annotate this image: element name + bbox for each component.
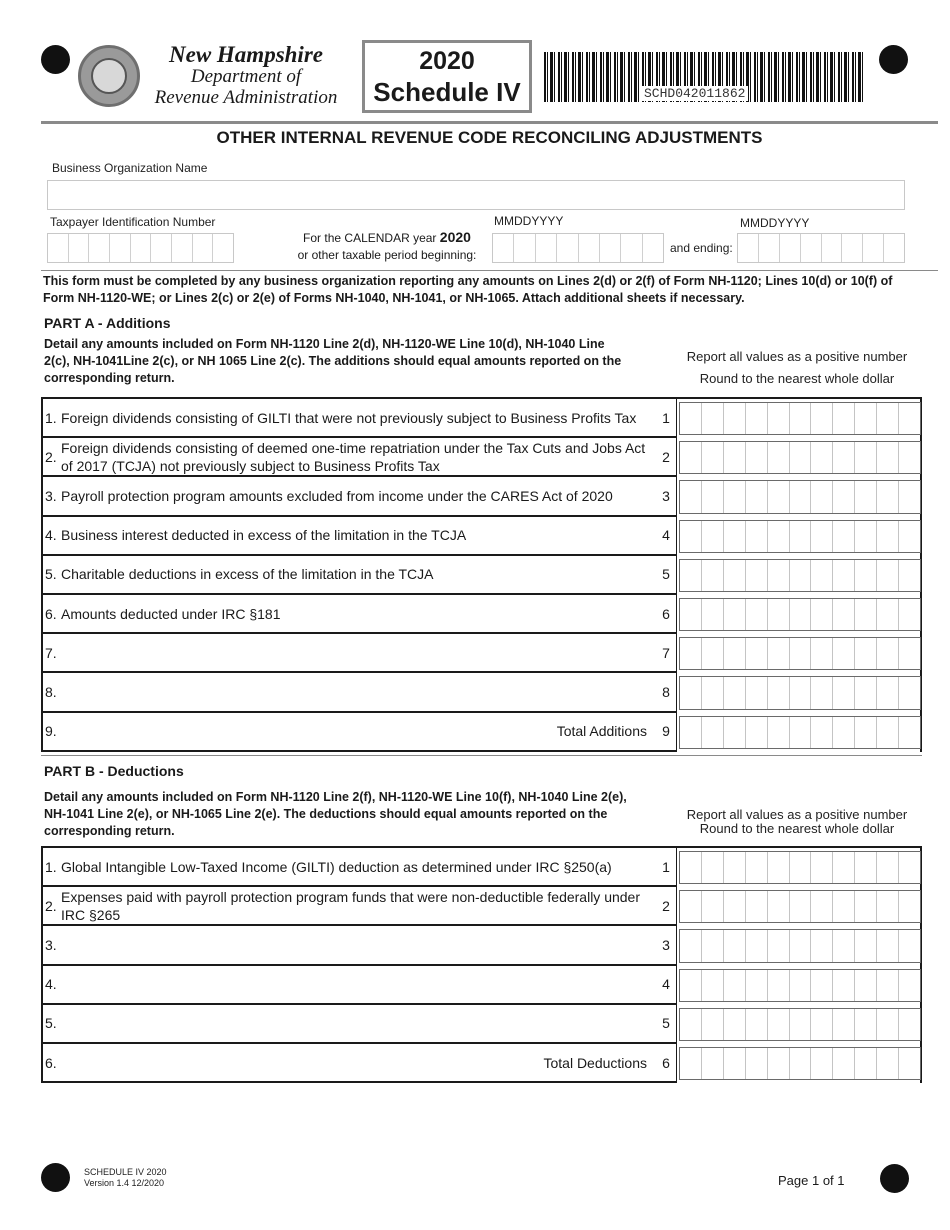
line-number-prefix: 2. [45, 897, 57, 914]
line-description: Payroll protection program amounts excluded from income under the CARES Act of 2020 [61, 487, 613, 504]
tin-input[interactable] [47, 233, 234, 263]
part_b-table-column-separator [676, 846, 677, 1083]
line-description: Expenses paid with payroll protection program funds that were non-deductible federally under IRC §265 [61, 888, 641, 923]
line-number: 3 [662, 487, 670, 504]
line-number-prefix: 9. [45, 723, 57, 740]
end-date-format: MMDDYYYY [740, 216, 810, 230]
part-a-note-round: Round to the nearest whole dollar [699, 371, 895, 386]
line-number: 6 [662, 1054, 670, 1071]
line-number-prefix: 6. [45, 605, 57, 622]
calendar-suffix: or other taxable period beginning: [297, 248, 477, 262]
line-number-prefix: 3. [45, 936, 57, 953]
part_a-line-5 [41, 556, 677, 595]
line-number: 4 [662, 976, 670, 993]
line-number-prefix: 1. [45, 858, 57, 875]
part-a-title: PART A - Additions [44, 315, 171, 331]
part_a-amount-input-3[interactable] [679, 480, 921, 513]
part-b-rule [41, 755, 922, 756]
schedule-name: Schedule IV [373, 77, 521, 107]
line-number-prefix: 5. [45, 566, 57, 583]
line-description: Amounts deducted under IRC §181 [61, 605, 281, 622]
part_b-amount-input-2[interactable] [679, 890, 921, 923]
line-number: 4 [662, 527, 670, 544]
agency-name [140, 44, 352, 108]
line-number-prefix: 7. [45, 644, 57, 661]
registration-mark-bottom-left [41, 1163, 70, 1192]
part_a-line-2 [41, 438, 677, 477]
tin-label: Taxpayer Identification Number [50, 215, 216, 229]
begin-date-format: MMDDYYYY [494, 214, 564, 228]
line-description: Charitable deductions in excess of the limitation in the TCJA [61, 566, 434, 583]
part_a-amount-input-8[interactable] [679, 676, 921, 709]
part_b-amount-input-4[interactable] [679, 969, 921, 1002]
line-description: Global Intangible Low-Taxed Income (GILTI) deduction as determined under IRC §250(a) [61, 858, 612, 875]
part_a-amount-input-5[interactable] [679, 559, 921, 592]
agency-department: Department of [190, 66, 302, 87]
part_a-table-column-separator [676, 397, 677, 752]
part_a-amount-input-1[interactable] [679, 402, 921, 435]
line-number: 9 [662, 723, 670, 740]
part_b-amount-input-3[interactable] [679, 929, 921, 962]
part-b-detail: Detail any amounts included on Form NH-1120 Line 2(f), NH-1120-WE Line 10(f), NH-1040 Line 2(e), NH-1041 Line 2(e), or NH-1065 Line 2(e). The deductions should equal amounts reported on the corresponding return. [44, 790, 627, 838]
line-number: 6 [662, 605, 670, 622]
form-year: 2020 [419, 47, 475, 75]
line-number: 5 [662, 1015, 670, 1032]
calendar-year-text [262, 229, 512, 264]
instructions-rule [41, 270, 938, 271]
instructions: This form must be completed by any business organization reporting any amounts on Lines 2(d) or 2(f) of Form NH-1120; Lines 10(d) or 10(f) of Form NH-1120-WE; or Lines 2(c) or 2(e) of Forms NH-1040, NH-1041, or NH-1065. Attach additional sheets if necessary. [43, 274, 893, 305]
part_b-line-4 [41, 966, 677, 1005]
part_a-amount-input-7[interactable] [679, 637, 921, 670]
part-a-detail: Detail any amounts included on Form NH-1120 Line 2(d), NH-1120-WE Line 10(d), NH-1040 Line 2(c), NH-1041Line 2(c), or NH 1065 Line 2(c). The additions should equal amounts reported on the corresponding return. [44, 337, 622, 385]
line-number-prefix: 8. [45, 683, 57, 700]
part_a-line-4 [41, 517, 677, 556]
line-number-prefix: 4. [45, 527, 57, 544]
part_a-amount-input-9[interactable] [679, 716, 921, 749]
line-description: Total Deductions [543, 1054, 647, 1071]
part_b-line-5 [41, 1005, 677, 1044]
footer-form-name: SCHEDULE IV 2020 [84, 1167, 167, 1177]
part_a-line-3 [41, 477, 677, 516]
part_a-line-6 [41, 595, 677, 634]
part_b-amount-input-1[interactable] [679, 851, 921, 884]
footer-form-id [84, 1167, 167, 1189]
business-name-label: Business Organization Name [52, 161, 208, 175]
calendar-year: 2020 [439, 229, 471, 245]
and-ending-label: and ending: [670, 241, 733, 255]
line-number-prefix: 4. [45, 976, 57, 993]
part_a-line-7 [41, 634, 677, 673]
header-rule [41, 121, 938, 124]
business-name-input[interactable] [47, 180, 905, 210]
line-number: 5 [662, 566, 670, 583]
part_a-line-1 [41, 399, 677, 438]
line-number: 1 [662, 858, 670, 875]
registration-mark-bottom-right [880, 1164, 909, 1193]
part-b-note-round: Round to the nearest whole dollar [699, 821, 895, 836]
line-number: 1 [662, 409, 670, 426]
registration-mark-top-right [879, 45, 908, 74]
line-description: Business interest deducted in excess of the limitation in the TCJA [61, 527, 467, 544]
end-date-input[interactable] [737, 233, 905, 263]
part-a-note-positive: Report all values as a positive number [686, 349, 908, 364]
part_a-line-8 [41, 673, 677, 712]
line-number: 7 [662, 644, 670, 661]
part_b-line-6 [41, 1044, 677, 1083]
part_b-amount-input-6[interactable] [679, 1047, 921, 1080]
line-number: 8 [662, 683, 670, 700]
form-title: OTHER INTERNAL REVENUE CODE RECONCILING ADJUSTMENTS [216, 128, 763, 147]
part_a-amount-input-2[interactable] [679, 441, 921, 474]
begin-date-input[interactable] [492, 233, 664, 263]
part-b-note-positive: Report all values as a positive number [686, 807, 908, 822]
agency-state: New Hampshire [169, 42, 323, 67]
part_b-line-3 [41, 926, 677, 965]
line-number: 2 [662, 897, 670, 914]
calendar-prefix: For the CALENDAR year [303, 231, 437, 245]
footer-version: Version 1.4 12/2020 [84, 1178, 165, 1188]
part-b-title: PART B - Deductions [44, 763, 184, 779]
line-number: 3 [662, 936, 670, 953]
line-number-prefix: 1. [45, 409, 57, 426]
line-number-prefix: 3. [45, 487, 57, 504]
line-number-prefix: 5. [45, 1015, 57, 1032]
state-seal [78, 45, 140, 107]
line-description: Foreign dividends consisting of GILTI that were not previously subject to Business Profits Tax [61, 409, 637, 426]
registration-mark-top-left [41, 45, 70, 74]
part_a-amount-input-4[interactable] [679, 520, 921, 553]
part_b-line-2 [41, 887, 677, 926]
line-number: 2 [662, 448, 670, 465]
part_a-amount-input-6[interactable] [679, 598, 921, 631]
part_b-amount-input-5[interactable] [679, 1008, 921, 1041]
agency-division: Revenue Administration [154, 87, 338, 108]
line-description: Total Additions [556, 723, 647, 740]
schedule-box [362, 40, 532, 113]
page-number: Page 1 of 1 [778, 1173, 845, 1188]
part_b-line-1 [41, 848, 677, 887]
line-number-prefix: 6. [45, 1054, 57, 1071]
part_a-line-9 [41, 713, 677, 752]
line-description: Foreign dividends consisting of deemed one-time repatriation under the Tax Cuts and Jobs Act of 2017 (TCJA) not previously subject to Business Profits Tax [61, 439, 646, 474]
line-number-prefix: 2. [45, 448, 57, 465]
barcode-text: SCHD042011862 [641, 86, 748, 101]
